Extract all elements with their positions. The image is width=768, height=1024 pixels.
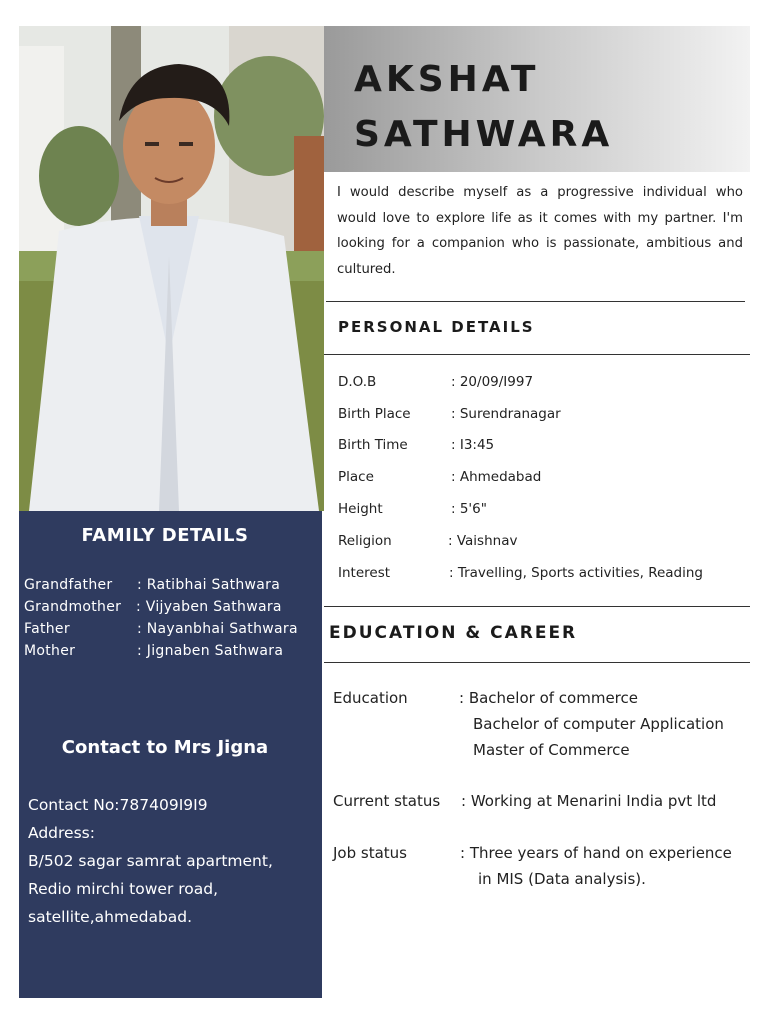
family-value: : Nayanbhai Sathwara (137, 621, 298, 637)
family-label: Mother (24, 643, 76, 659)
divider (324, 662, 750, 663)
education-value: Master of Commerce (473, 741, 630, 759)
family-contact-panel (19, 511, 322, 998)
detail-label: Place (338, 469, 374, 485)
family-value: : Jignaben Sathwara (137, 643, 284, 659)
family-label: Grandmother (24, 599, 122, 615)
detail-label: Interest (338, 565, 391, 581)
bio-paragraph: I would describe myself as a progressive individual who would love to explore life as it comes with my partner. I'm looking for a companion who is passionate, ambitious and cultured. (337, 185, 743, 277)
family-label: Father (24, 621, 70, 637)
current-status-label: Current status (333, 792, 441, 810)
detail-label: Height (338, 501, 383, 517)
education-value: Bachelor of computer Application (473, 715, 724, 733)
job-status-value: in MIS (Data analysis). (478, 870, 646, 888)
address-line: satellite,ahmedabad. (28, 908, 193, 926)
address-line: B/502 sagar samrat apartment, (28, 852, 273, 870)
divider (324, 354, 750, 355)
detail-value: : Surendranagar (451, 406, 561, 422)
divider (324, 606, 750, 607)
education-career-title: EDUCATION & CAREER (329, 623, 578, 643)
detail-label: D.O.B (338, 374, 377, 390)
family-value: : Ratibhai Sathwara (137, 577, 281, 593)
first-name: AKSHAT (354, 59, 540, 100)
education-value: : Bachelor of commerce (459, 689, 638, 707)
address-line: Redio mirchi tower road, (28, 880, 219, 898)
detail-label: Religion (338, 533, 392, 549)
biodata-sheet (19, 26, 750, 998)
family-value: : Vijyaben Sathwara (136, 599, 282, 615)
detail-value: : Vaishnav (448, 533, 518, 549)
detail-label: Birth Time (338, 437, 408, 453)
detail-value: : Travelling, Sports activities, Reading (449, 565, 703, 581)
profile-photo-illustration (19, 26, 324, 511)
detail-label: Birth Place (338, 406, 411, 422)
family-details-title: FAMILY DETAILS (81, 525, 249, 546)
divider (326, 301, 745, 302)
contact-phone: Contact No:787409I9I9 (28, 796, 208, 814)
detail-value: : 20/09/I997 (451, 374, 534, 390)
job-status-label: Job status (333, 844, 407, 862)
detail-value: : 5'6" (451, 501, 487, 517)
personal-details-title: PERSONAL DETAILS (338, 318, 535, 336)
contact-title: Contact to Mrs Jigna (61, 737, 269, 758)
profile-photo (19, 26, 324, 511)
current-status-value: : Working at Menarini India pvt ltd (461, 792, 717, 810)
detail-value: : I3:45 (451, 437, 495, 453)
detail-value: : Ahmedabad (451, 469, 542, 485)
job-status-value: : Three years of hand on experience (460, 844, 732, 862)
address-label: Address: (28, 824, 95, 842)
name-banner (324, 26, 750, 172)
last-name: SATHWARA (354, 114, 614, 155)
family-label: Grandfather (24, 577, 113, 593)
education-label: Education (333, 689, 408, 707)
